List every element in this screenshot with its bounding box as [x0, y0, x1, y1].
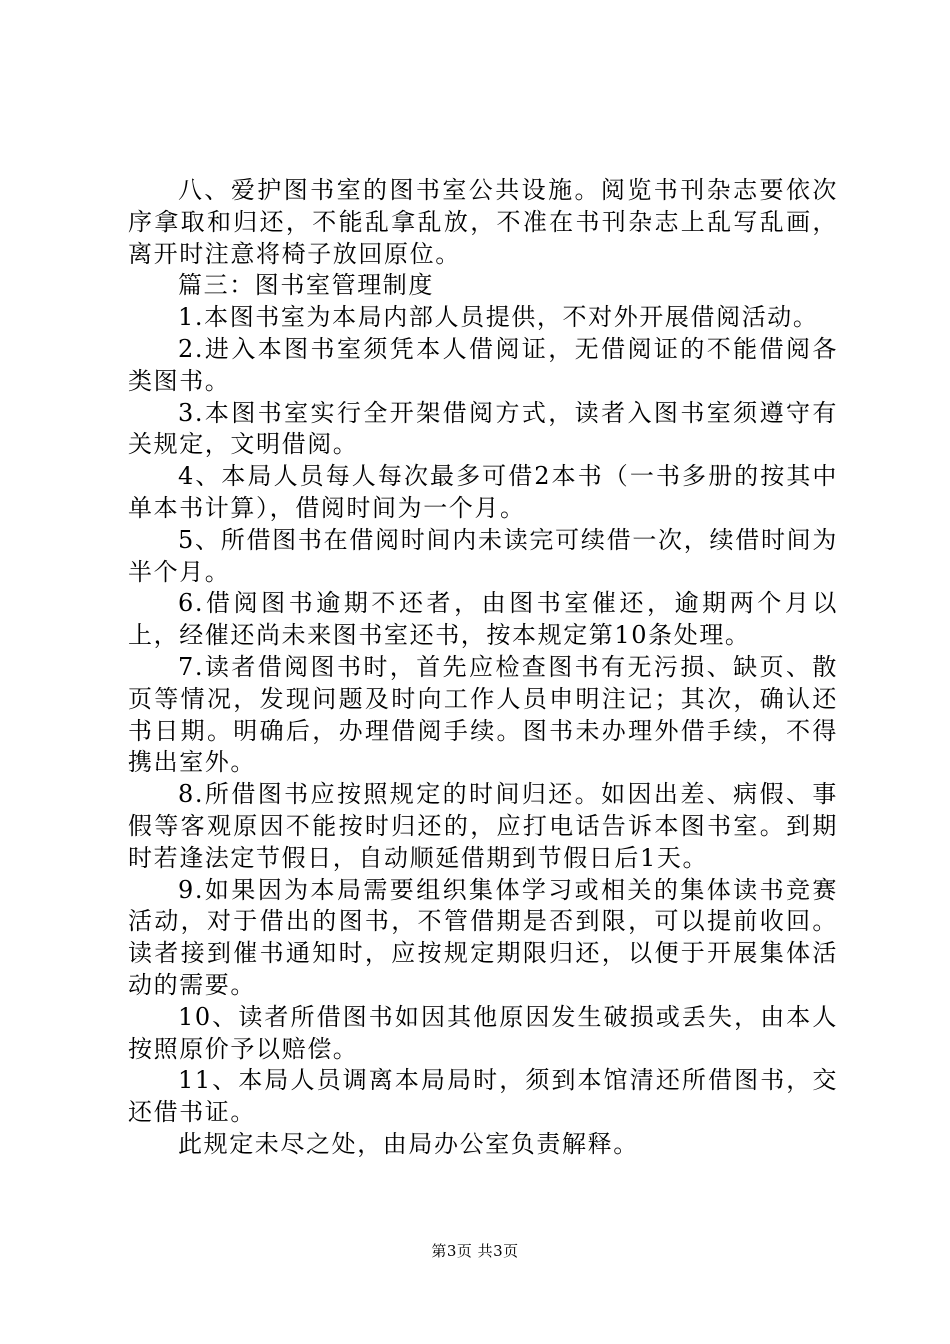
- paragraph-item-3: 3.本图书室实行全开架借阅方式，读者入图书室须遵守有关规定，文明借阅。: [128, 398, 838, 459]
- paragraph-item-11: 11、本局人员调离本局局时，须到本馆清还所借图书，交还借书证。: [128, 1066, 838, 1127]
- paragraph-item-7: 7.读者借阅图书时，首先应检查图书有无污损、缺页、散页等情况，发现问题及时向工作人员申明注记；其次，确认还书日期。明确后，办理借阅手续。图书未办理外借手续，不得携出室外。: [128, 652, 838, 777]
- document-body: [128, 175, 838, 1161]
- paragraph-closing: 此规定未尽之处，由局办公室负责解释。: [178, 1129, 639, 1158]
- paragraph-item-2: 2.进入本图书室须凭本人借阅证，无借阅证的不能借阅各类图书。: [128, 334, 838, 395]
- section-heading: 篇三：图书室管理制度: [178, 271, 434, 300]
- paragraph-item-10: 10、读者所借图书如因其他原因发生破损或丢失，由本人按照原价予以赔偿。: [128, 1002, 838, 1063]
- paragraph-rule-8: 八、爱护图书室的图书室公共设施。阅览书刊杂志要依次序拿取和归还，不能乱拿乱放，不准在书刊杂志上乱写乱画，离开时注意将椅子放回原位。: [128, 176, 838, 268]
- paragraph-item-1: 1.本图书室为本局内部人员提供，不对外开展借阅活动。: [178, 303, 819, 332]
- paragraph-item-6: 6.借阅图书逾期不还者，由图书室催还，逾期两个月以上，经催还尚未来图书室还书，按本规定第10条处理。: [128, 589, 838, 650]
- paragraph-item-8: 8.所借图书应按照规定的时间归还。如因出差、病假、事假等客观原因不能按时归还的，应打电话告诉本图书室。到期时若逢法定节假日，自动顺延借期到节假日后1天。: [128, 780, 838, 872]
- paragraph-item-5: 5、所借图书在借阅时间内未读完可续借一次，续借时间为半个月。: [128, 525, 838, 586]
- paragraph-item-4: 4、本局人员每人每次最多可借2本书（一书多册的按其中单本书计算），借阅时间为一个月。: [128, 462, 838, 522]
- paragraph-item-9: 9.如果因为本局需要组织集体学习或相关的集体读书竞赛活动，对于借出的图书，不管借期是否到限，可以提前收回。读者接到催书通知时，应按规定期限归还，以便于开展集体活动的需要。: [128, 875, 838, 999]
- page-number-footer: 第3页 共3页: [431, 1242, 519, 1260]
